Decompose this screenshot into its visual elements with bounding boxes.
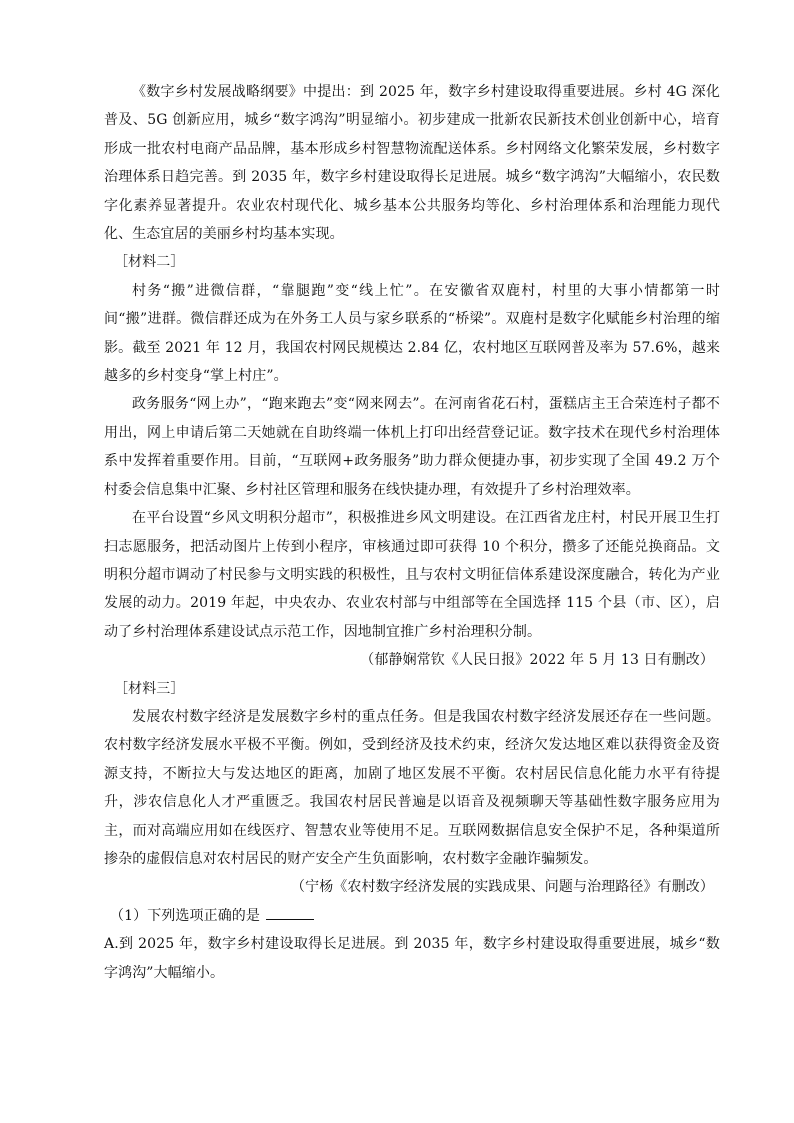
material-three-label: ［材料三］ <box>114 680 185 697</box>
paragraph-village-wechat: 村务“搬”进微信群，“靠腿跑”变“线上忙”。在安徽省双鹿村，村里的大事小情都第一时间“搬”进群。微信群还成为在外务工人员与家乡联系的“桥梁”。双鹿村是数字化赋能乡村治理的缩影。截至 2021 年 12 月，我国农村网民规模达 2.84 亿，农村地区互联网普及率为 57.6%，越来越多的乡村变身“掌上村庄”。 <box>104 282 720 385</box>
material-two-source: （郁静娴常钦《人民日报》2022 年 5 月 13 日有删改） <box>360 652 714 669</box>
paragraph-digital-economy: 发展农村数字经济是发展数字乡村的重点任务。但是我国农村数字经济发展还存在一些问题。农村数字经济发展水平极不平衡。例如，受到经济及技术约束，经济欠发达地区难以获得资金及资源支持，不断拉大与发达地区的距离，加剧了地区发展不平衡。农村居民信息化能力水平有待提升，涉农信息化人才严重匮乏。我国农村居民普遍是以语音及视频聊天等基础性数字服务应用为主，而对高端应用如在线医疗、智慧农业等使用不足。互联网数据信息安全保护不足，各种渠道所掺杂的虚假信息对农村居民的财产安全产生负面影响，农村数字金融诈骗频发。 <box>104 708 720 867</box>
paragraph-material-one: 《数字乡村发展战略纲要》中提出：到 2025 年，数字乡村建设取得重要进展。乡村 4G 深化普及、5G 创新应用，城乡“数字鸿沟”明显缩小。初步建成一批新农民新技术创业创新中心，培育形成一批农村电商产品品牌，基本形成乡村智慧物流配送体系。乡村网络文化繁荣发展，乡村数字治理体系日趋完善。到 2035 年，数字乡村建设取得长足进展。城乡“数字鸿沟”大幅缩小，农民数字化素养显著提升。农业农村现代化、城乡基本公共服务均等化、乡村治理体系和治理能力现代化、生态宜居的美丽乡村均基本实现。 <box>104 84 720 243</box>
material-three-source: （宁杨《农村数字经济发展的实践成果、问题与治理路径》有删改） <box>291 879 714 896</box>
answer-blank[interactable] <box>266 905 314 920</box>
paragraph-online-government: 政务服务“网上办”，“跑来跑去”变“网来网去”。在河南省花石村，蛋糕店主王合荣连村子都不用出，网上申请后第二天她就在自助终端一体机上打印出经营登记证。数字技术在现代乡村治理体系中发挥着重要作用。目前，“互联网+政务服务”助力群众便捷办事，初步实现了全国 49.2 万个村委会信息集中汇聚、乡村社区管理和服务在线快捷办理，有效提升了乡村治理效率。 <box>104 396 720 498</box>
question-text: （1）下列选项正确的是 <box>110 907 261 924</box>
document-body <box>104 78 720 987</box>
option-a: A.到 2025 年，数字乡村建设取得长足进展。到 2035 年，数字乡村建设取得重要进展，城乡“数字鸿沟”大幅缩小。 <box>104 936 720 981</box>
question-one <box>104 902 720 930</box>
paragraph-points-supermarket: 在平台设置“乡风文明积分超市”，积极推进乡风文明建设。在江西省龙庄村，村民开展卫生打扫志愿服务，把活动图片上传到小程序，审核通过即可获得 10 个积分，攒多了还能兑换商品。文明积分超市调动了村民参与文明实践的积极性，且与农村文明征信体系建设深度融合，转化为产业发展的动力。2019 年起，中央农办、农业农村部与中组部等在全国选择 115 个县（市、区），启动了乡村治理体系建设试点示范工作，因地制宜推广乡村治理积分制。 <box>104 510 720 640</box>
material-two-label: ［材料二］ <box>114 254 185 271</box>
